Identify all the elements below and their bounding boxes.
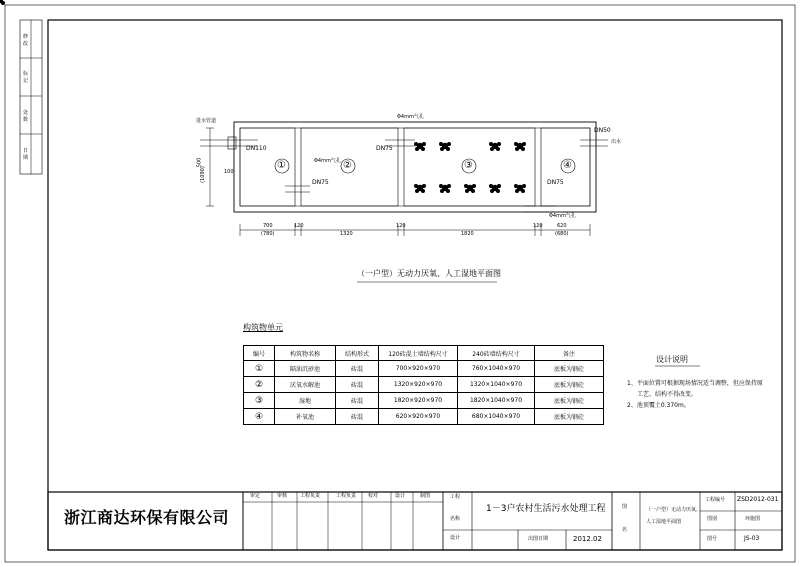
cell-number: ④ (563, 160, 572, 171)
cell-number: ② (343, 160, 352, 171)
revision-label: 标 (23, 71, 29, 77)
note-line: 工艺、结构不得改变。 (637, 391, 698, 398)
design-notes (627, 378, 763, 411)
inlet-label: 进水管道 (196, 118, 217, 124)
role-label: 审定 (250, 493, 261, 499)
notes-title: 设计说明 (656, 355, 688, 364)
pipe-label: DN75 (376, 145, 393, 152)
table-header-cell: 结构形式 (336, 346, 379, 361)
dim-label: 620 (557, 223, 567, 229)
outlet-label: 出水 (611, 139, 622, 145)
dim-label: 1820 (461, 231, 474, 237)
table-header-cell: 编号 (244, 346, 275, 361)
table-header-cell: 备注 (535, 346, 604, 361)
aerator-label: Φ4mm气孔 (397, 114, 424, 120)
table-cell: 湿地 (275, 393, 336, 409)
drawing-name: 人工湿地平面图 (646, 519, 682, 525)
code-label: 工程编号 (705, 497, 726, 503)
code-value: ZSD2012-031 (737, 496, 779, 503)
table-caption: 构筑物单元 (243, 323, 283, 332)
dim-label: 120 (533, 223, 543, 229)
table-cell: 隔油沉砂池 (275, 361, 336, 377)
table-cell: 700×920×970 (379, 361, 458, 377)
revision-label: 期 (23, 155, 29, 161)
table-row (244, 377, 604, 393)
pipe-label: DN50 (594, 127, 611, 134)
table-cell: 砖混 (336, 377, 379, 393)
drawing-label: 名 (622, 527, 628, 533)
table-row (244, 361, 604, 377)
stage-label: 设计 (450, 535, 461, 541)
table-cell: ④ (244, 409, 275, 425)
table-cell: ① (244, 361, 275, 377)
table-cell: 1320×920×970 (379, 377, 458, 393)
role-label: 制图 (420, 493, 431, 499)
dim-label: 700 (263, 223, 273, 229)
pipe-label: DN75 (312, 179, 329, 186)
note-line: 1、平面位置可根据现场情况适当调整，但应保持原 (627, 380, 763, 387)
sheet-value: 环施图 (745, 516, 761, 522)
project-label: 名称 (450, 516, 461, 522)
table-cell: 砖混 (336, 409, 379, 425)
table-cell: 底板为钢砼 (535, 377, 604, 393)
drawing-name: （一户型）无动力厌氧、 (646, 507, 702, 513)
table-header-row (244, 346, 604, 361)
number-value: JS-03 (744, 535, 760, 542)
table-cell: 底板为钢砼 (535, 361, 604, 377)
role-label: 设计 (395, 493, 406, 499)
dim-label: (780) (261, 231, 275, 237)
table-cell: 砖混 (336, 361, 379, 377)
project-label: 工程 (450, 494, 461, 500)
dim-label: 120 (396, 223, 406, 229)
inner-border (48, 20, 782, 550)
table-header-cell: 构筑物名称 (275, 346, 336, 361)
outer-border (5, 5, 795, 562)
dim-label: (1090) (199, 166, 206, 183)
pipe-label: DN75 (547, 179, 564, 186)
table-cell: 760×1040×970 (458, 361, 535, 377)
revision-label: 数 (23, 117, 29, 123)
dim-label: 1320 (340, 231, 353, 237)
revision-label: 处 (23, 110, 29, 116)
dim-label: 120 (294, 223, 304, 229)
aerator-label: Φ4mm气孔 (314, 158, 341, 164)
aerator-label: Φ4mm气孔 (549, 213, 576, 219)
pipe-label: DN110 (246, 145, 267, 152)
project-name: 1－3户农村生活污水处理工程 (486, 504, 606, 514)
table-cell: 底板为钢砼 (535, 409, 604, 425)
table-row (244, 393, 604, 409)
table-cell: 680×1040×970 (458, 409, 535, 425)
wetland-plant-icons (0, 0, 6, 5)
role-label: 校对 (368, 493, 379, 499)
number-label: 图号 (707, 536, 718, 542)
drawing-label: 图 (622, 504, 628, 510)
cell-number: ③ (464, 160, 473, 171)
role-label: 工程负责 (336, 493, 357, 499)
table-cell: 补氧池 (275, 409, 336, 425)
table-cell: 底板为钢砼 (535, 393, 604, 409)
table-cell: 砖混 (336, 393, 379, 409)
structure-table (243, 345, 604, 425)
date-value: 2012.02 (573, 535, 602, 543)
note-line: 2、池顶覆土0.370m。 (627, 402, 690, 409)
table-header-cell: 240砖墙结构尺寸 (458, 346, 535, 361)
sheet-label: 图别 (707, 516, 718, 522)
table-cell: ③ (244, 393, 275, 409)
dim-label: 500 (196, 157, 203, 168)
cell-number: ① (277, 160, 286, 171)
table-cell: ② (244, 377, 275, 393)
table-cell: 1820×920×970 (379, 393, 458, 409)
dim-label: 100 (224, 169, 234, 175)
table-row (244, 409, 604, 425)
plan-title: （一户型）无动力厌氧、人工湿地平面图 (357, 269, 501, 278)
table-cell: 厌氧水解池 (275, 377, 336, 393)
revision-label: 改 (23, 41, 29, 47)
revision-label: 记 (23, 78, 29, 84)
dim-label: (680) (555, 231, 569, 237)
company-name: 浙江商达环保有限公司 (64, 508, 230, 527)
revision-label: 日 (23, 148, 29, 154)
table-header-cell: 120砖混土墙结构尺寸 (379, 346, 458, 361)
table-cell: 620×920×970 (379, 409, 458, 425)
role-label: 审核 (277, 493, 288, 499)
table-cell: 1320×1040×970 (458, 377, 535, 393)
date-label: 出图日期 (528, 536, 549, 542)
table-cell: 1820×1040×970 (458, 393, 535, 409)
role-label: 工程负责 (300, 493, 321, 499)
revision-label: 修 (23, 34, 29, 40)
